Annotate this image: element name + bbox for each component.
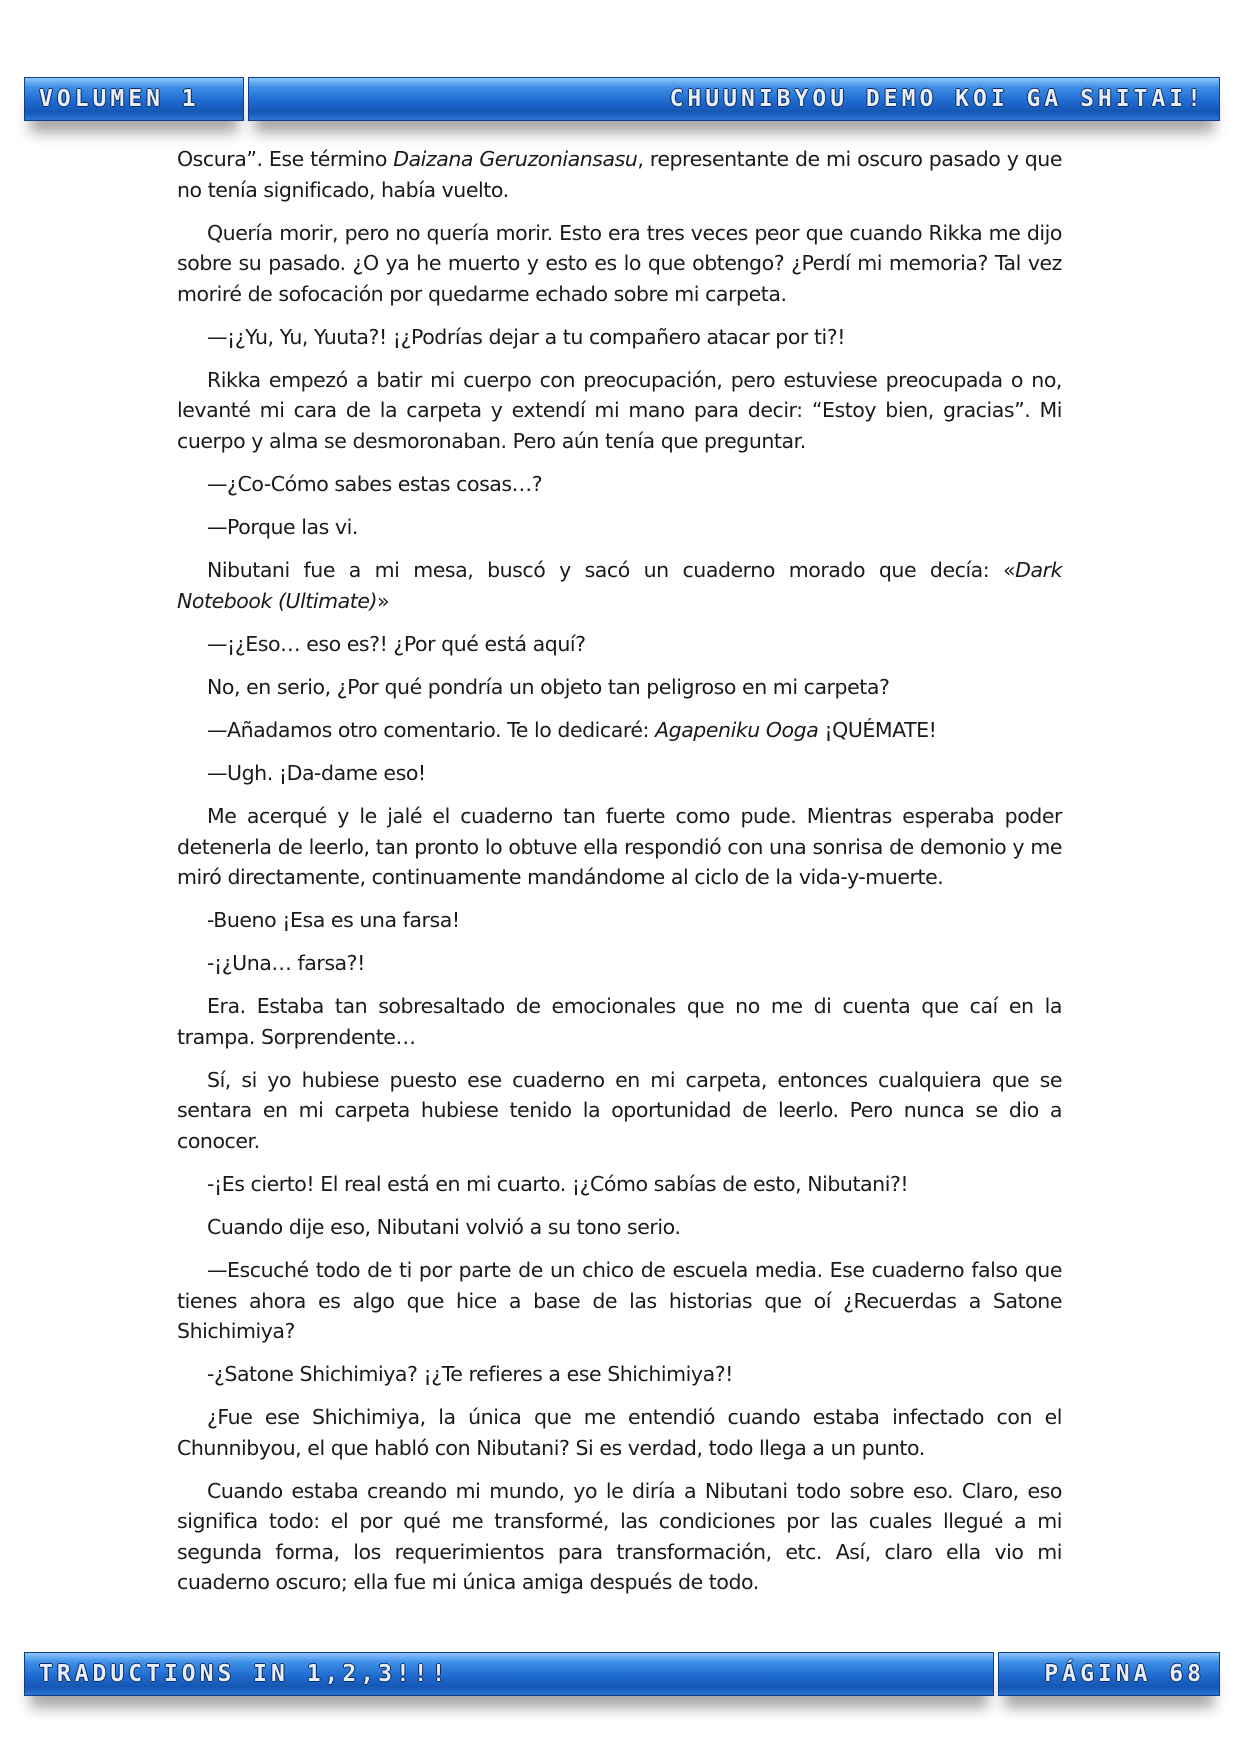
paragraph [177,991,1062,1052]
italic-text-segment: Agapeniku Ooga [655,717,819,742]
paragraph [177,469,1062,500]
text-segment: —Añadamos otro comentario. Te lo dedicaré: [207,717,656,742]
paragraph [177,629,1062,660]
paragraph [177,948,1062,979]
text-segment: Cuando dije eso, Nibutani volvió a su tono serio. [207,1215,681,1240]
text-segment: Rikka empezó a batir mi cuerpo con preocupación, pero estuviese preocupada o no, levanté mi cara de la carpeta y extendí mi mano para decir: “Estoy bien, gracias”. Mi cuerpo y alma se desmoronaban. Pero aún tenía que preguntar. [177,367,1062,453]
text-segment: No, en serio, ¿Por qué pondría un objeto tan peligroso en mi carpeta? [207,674,890,699]
text-segment: —¿Co-Cómo sabes estas cosas…? [207,471,543,496]
paragraph [177,555,1062,616]
text-segment: Quería morir, pero no quería morir. Esto era tres veces peor que cuando Rikka me dijo sobre su pasado. ¿O ya he muerto y esto es lo que obtengo? ¿Perdí mi memoria? Tal vez moriré de sofocación por quedarme echado sobre mi carpeta. [177,220,1062,306]
text-segment: —¡¿Eso… eso es?! ¿Por qué está aquí? [207,631,586,656]
volume-label: VOLUMEN 1 [39,86,200,112]
series-title: CHUUNIBYOU DEMO KOI GA SHITAI! [669,86,1205,112]
text-segment: ¿Fue ese Shichimiya, la única que me entendió cuando estaba infectado con el Chunnibyou, el que habló con Nibutani? Si es verdad, todo llega a un punto. [177,1405,1062,1460]
text-segment: —Porque las vi. [207,514,358,539]
paragraph [177,365,1062,457]
paragraph [177,144,1062,205]
text-segment: -¡¿Una… farsa?! [207,951,365,976]
header-title-band [248,77,1220,121]
text-segment: -¿Satone Shichimiya? ¡¿Te refieres a ese Shichimiya?! [207,1362,733,1387]
paragraph [177,715,1062,746]
text-segment: Oscura”. Ese término [177,147,394,171]
text-segment: » [377,588,390,613]
paragraph [177,1255,1062,1347]
paragraph [177,1402,1062,1463]
paragraph [177,905,1062,936]
italic-text-segment: Dark Notebook (Ultimate) [177,558,1062,613]
paragraph [177,1359,1062,1390]
text-segment: Sí, si yo hubiese puesto ese cuaderno en mi carpeta, entonces cualquiera que se sentara en mi carpeta hubiese tenido la oportunidad de leerlo. Pero nunca se dio a conocer. [177,1067,1062,1153]
header-volume-band [24,77,244,121]
text-segment: Era. Estaba tan sobresaltado de emocionales que no me di cuenta que caí en la trampa. Sorprendente… [177,994,1062,1049]
paragraph [177,322,1062,353]
text-segment: Nibutani fue a mi mesa, buscó y sacó un cuaderno morado que decía: « [207,558,1016,583]
page-body [177,144,1062,1611]
text-segment: —Ugh. ¡Da-dame eso! [207,760,426,785]
paragraph [177,1065,1062,1157]
footer-page-band [998,1652,1220,1696]
text-segment: -¡Es cierto! El real está en mi cuarto. ¡¿Cómo sabías de esto, Nibutani?! [207,1172,909,1196]
text-segment: —Escuché todo de ti por parte de un chico de escuela media. Ese cuaderno falso que tienes ahora es algo que hice a base de las historias que oí ¿Recuerdas a Satone Shichimiya? [177,1258,1062,1344]
page-number: PÁGINA 68 [1044,1661,1205,1687]
footer-credits-band [24,1652,994,1696]
text-segment: ¡QUÉMATE! [818,717,937,742]
text-segment: , representante de mi oscuro pasado y que no tenía significado, había vuelto. [177,147,1062,202]
paragraph [177,801,1062,893]
paragraph [177,1212,1062,1243]
paragraph [177,218,1062,310]
paragraph [177,672,1062,703]
text-segment: Cuando estaba creando mi mundo, yo le diría a Nibutani todo sobre eso. Claro, eso significa todo: el por qué me transformé, las condiciones por las cuales llegué a mi segunda forma, los requerimientos para transformación, etc. Así, claro ella vio mi cuaderno oscuro; ella fue mi única amiga después de todo. [177,1478,1062,1595]
paragraph [177,758,1062,789]
paragraph [177,512,1062,543]
paragraph [177,1169,1062,1200]
text-segment: —¡¿Yu, Yu, Yuuta?! ¡¿Podrías dejar a tu compañero atacar por ti?! [207,324,846,349]
translator-credits: TRADUCTIONS IN 1,2,3!!! [39,1661,450,1687]
italic-text-segment: Daizana Geruzoniansasu [393,147,638,171]
text-segment: -Bueno ¡Esa es una farsa! [207,908,460,933]
text-segment: Me acerqué y le jalé el cuaderno tan fuerte como pude. Mientras esperaba poder detenerla de leerlo, tan pronto lo obtuve ella respondió con una sonrisa de demonio y me miró directamente, continuamente mandándome al ciclo de la vida-y-muerte. [177,804,1062,890]
paragraph [177,1476,1062,1598]
